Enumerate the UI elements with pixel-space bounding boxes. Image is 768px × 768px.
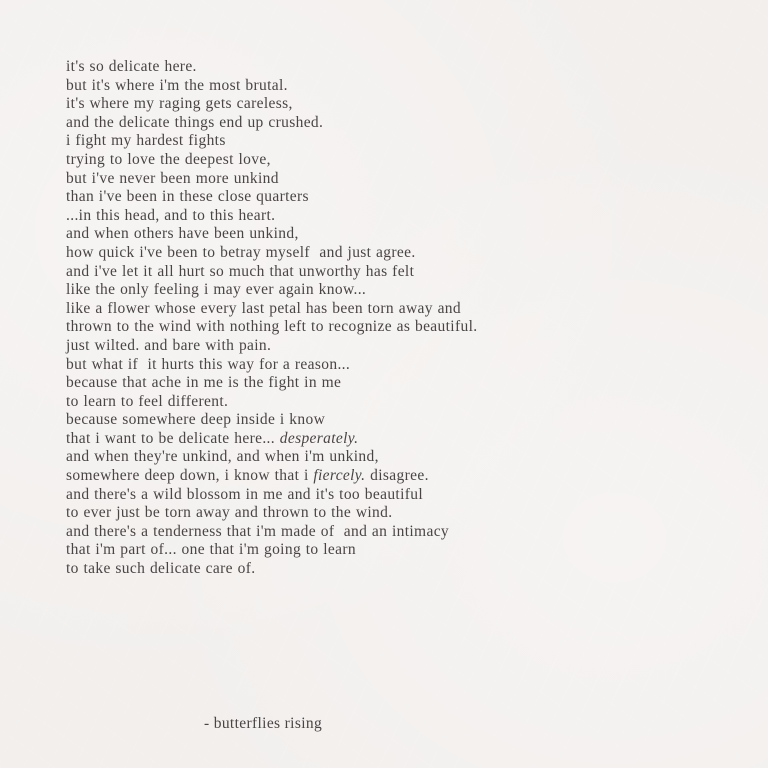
poem-line: like the only feeling i may ever again know... (66, 281, 367, 299)
poem-line: i fight my hardest fights (66, 132, 226, 150)
poem-line: but i've never been more unkind (66, 169, 279, 187)
poem-line: than i've been in these close quarters (66, 188, 309, 206)
poem-line (66, 430, 477, 449)
poem-line: it's so delicate here. (66, 58, 197, 75)
poem-line: but it's where i'm the most brutal. (66, 76, 288, 94)
poem-line: thrown to the wind with nothing left to recognize as beautiful. (66, 318, 478, 336)
emphasis-fiercely: fiercely. (313, 467, 366, 485)
poem-line: just wilted. and bare with pain. (66, 336, 272, 354)
poem-line: because somewhere deep inside i know (66, 411, 326, 429)
poem-line-text: somewhere deep down, i know that i (66, 467, 314, 485)
poem-line: to ever just be torn away and thrown to the wind. (66, 504, 393, 522)
poem-line: ...in this head, and to this heart. (66, 206, 276, 224)
poem-line: because that ache in me is the fight in me (66, 374, 342, 392)
poem (66, 58, 477, 579)
poem-line-text: that i want to be delicate here... (66, 429, 280, 447)
poem-line (66, 467, 477, 486)
poem-line-text-after: disagree. (365, 467, 429, 485)
poem-line: and the delicate things end up crushed. (66, 113, 324, 131)
signature: - butterflies rising (204, 715, 323, 732)
emphasis-desperately: desperately. (279, 429, 359, 447)
poem-line: and when they're unkind, and when i'm unkind, (66, 448, 379, 466)
poem-line: trying to love the deepest love, (66, 150, 271, 168)
poem-line: that i'm part of... one that i'm going to learn (66, 541, 356, 559)
poem-line: and there's a wild blossom in me and it's too beautiful (66, 485, 423, 503)
poem-line: it's where my raging gets careless, (66, 95, 293, 113)
poem-line: to learn to feel different. (66, 392, 229, 410)
poem-line: and i've let it all hurt so much that unworthy has felt (66, 262, 415, 280)
poem-line: but what if it hurts this way for a reason... (66, 355, 351, 373)
poem-line: to take such delicate care of. (66, 560, 256, 578)
poem-line: how quick i've been to betray myself and just agree. (66, 243, 416, 261)
poem-line: and there's a tenderness that i'm made of and an intimacy (66, 522, 450, 540)
poem-line: and when others have been unkind, (66, 225, 299, 243)
poem-line: like a flower whose every last petal has been torn away and (66, 299, 461, 317)
